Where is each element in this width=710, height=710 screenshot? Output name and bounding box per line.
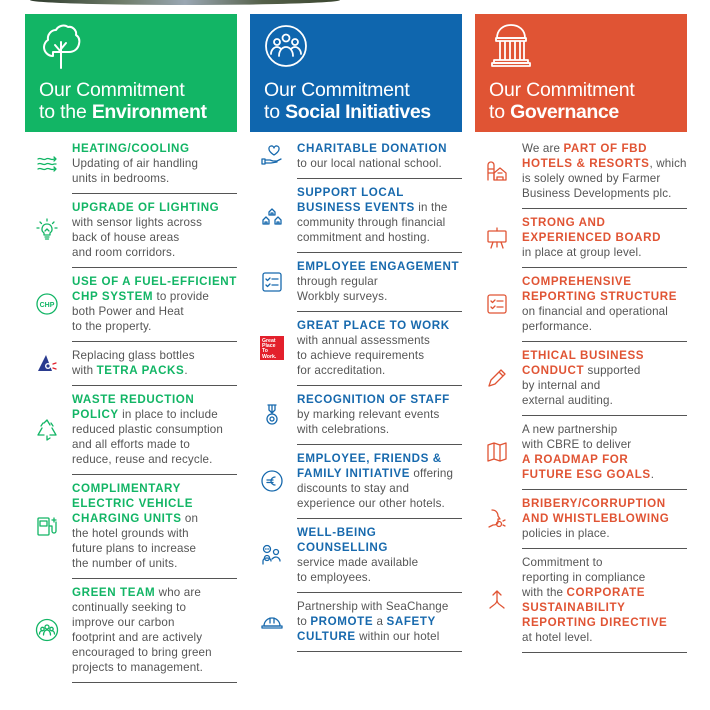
- heart-hand-icon: [250, 144, 297, 168]
- header-line1: Our Commitment: [264, 79, 410, 101]
- body-text: the hotel grounds with: [72, 527, 189, 540]
- body-text: on financial and operational: [522, 305, 669, 318]
- body-text: , which: [649, 157, 687, 170]
- air-flow-icon: [25, 152, 72, 176]
- body-text: with: [72, 364, 97, 377]
- list-item: [475, 555, 687, 653]
- body-text: Partnership with SeaChange: [297, 600, 449, 613]
- highlight-text: USE OF A FUEL-EFFICIENT: [72, 275, 237, 288]
- highlight-text: CULTURE: [297, 630, 356, 643]
- item-text: [72, 392, 223, 467]
- highlight-text: EXPERIENCED BOARD: [522, 231, 662, 244]
- highlight-text: BUSINESS EVENTS: [297, 201, 415, 214]
- body-text: for accreditation.: [297, 364, 386, 377]
- body-text: service made available: [297, 556, 419, 569]
- item-text: [72, 200, 219, 260]
- checklist-icon: [475, 292, 522, 316]
- body-text: on: [181, 512, 199, 525]
- highlight-text: PROMOTE: [310, 615, 374, 628]
- presentation-board-icon: [475, 226, 522, 250]
- houses-icon: [250, 203, 297, 227]
- environment-items: [25, 132, 237, 689]
- list-item: [25, 200, 237, 268]
- highlight-text: HEATING/COOLING: [72, 142, 190, 155]
- medal-icon: [250, 403, 297, 427]
- list-item: [25, 141, 237, 194]
- highlight-text: FAMILY INITIATIVE: [297, 467, 411, 480]
- euro-icon: [250, 469, 297, 493]
- highlight-text: REPORTING DIRECTIVE: [522, 616, 668, 629]
- body-text: commitment and hosting.: [297, 231, 430, 244]
- list-item: [250, 318, 462, 386]
- highlight-text: POLICY: [72, 408, 119, 421]
- body-text: policies in place.: [522, 527, 610, 540]
- body-text: and all efforts made to: [72, 438, 190, 451]
- body-text: through regular: [297, 275, 378, 288]
- highlight-text: SUSTAINABILITY: [522, 601, 626, 614]
- highlight-text: SUPPORT LOCAL: [297, 186, 404, 199]
- item-text: [297, 185, 448, 245]
- body-text: by internal and: [522, 379, 601, 392]
- environment-header: [25, 14, 237, 132]
- item-text: [297, 451, 453, 511]
- item-text: [522, 141, 687, 201]
- body-text: Workbly surveys.: [297, 290, 388, 303]
- highlight-text: FUTURE ESG GOALS: [522, 468, 651, 481]
- body-text: discounts to stay and: [297, 482, 410, 495]
- item-text: [297, 599, 449, 644]
- body-text: and room corridors.: [72, 246, 176, 259]
- pillared-building-icon: [489, 22, 533, 70]
- highlight-text: ELECTRIC VEHICLE: [72, 497, 194, 510]
- list-item: [25, 274, 237, 342]
- body-text: encouraged to bring green: [72, 646, 212, 659]
- farm-building-icon: [475, 159, 522, 183]
- social-items: [250, 132, 462, 658]
- recycle-icon: [25, 418, 72, 442]
- lightbulb-icon: [25, 218, 72, 242]
- list-item: [475, 348, 687, 416]
- body-text: back of house areas: [72, 231, 180, 244]
- team-icon: [25, 618, 72, 642]
- ev-charger-icon: [25, 514, 72, 538]
- body-text: future plans to increase: [72, 542, 197, 555]
- highlight-text: RECOGNITION OF STAFF: [297, 393, 450, 406]
- body-text: by marking relevant events: [297, 408, 440, 421]
- governance-items: [475, 132, 687, 659]
- hard-hat-icon: [250, 610, 297, 634]
- item-text: [72, 141, 198, 186]
- body-text: in place to include: [118, 408, 218, 421]
- column-environment: [25, 14, 237, 704]
- list-item: [250, 392, 462, 445]
- body-text: in the: [414, 201, 448, 214]
- body-text: reporting in compliance: [522, 571, 646, 584]
- body-text: Updating of air handling: [72, 157, 199, 170]
- body-text: in place at group level.: [522, 246, 642, 259]
- highlight-text: COMPLIMENTARY: [72, 482, 181, 495]
- item-text: [297, 392, 450, 437]
- list-item: [25, 481, 237, 579]
- body-text: to achieve requirements: [297, 349, 425, 362]
- body-text: both Power and Heat: [72, 305, 184, 318]
- body-text: experience our other hotels.: [297, 497, 445, 510]
- body-text: to provide: [153, 290, 209, 303]
- highlight-text: CHP SYSTEM: [72, 290, 154, 303]
- item-text: [522, 215, 661, 260]
- list-item: [250, 259, 462, 312]
- highlight-text: CORPORATE: [566, 586, 646, 599]
- list-item: [25, 392, 237, 475]
- item-text: [297, 141, 447, 171]
- body-text: to: [297, 615, 311, 628]
- highlight-text: ETHICAL BUSINESS: [522, 349, 645, 362]
- body-text: is solely owned by Farmer: [522, 172, 661, 185]
- highlight-text: A ROADMAP FOR: [522, 453, 629, 466]
- body-text: offering: [410, 467, 454, 480]
- item-text: [297, 525, 462, 585]
- body-text: within our hotel: [355, 630, 440, 643]
- highlight-text: REPORTING STRUCTURE: [522, 290, 678, 303]
- map-icon: [475, 440, 522, 464]
- body-text: with CBRE to deliver: [522, 438, 632, 451]
- list-item: [475, 422, 687, 490]
- body-text: .: [184, 364, 188, 377]
- body-text: with the: [522, 586, 567, 599]
- list-item: [250, 525, 462, 593]
- item-text: [72, 274, 237, 334]
- highlight-text: WELL-BEING COUNSELLING: [297, 526, 388, 554]
- highlight-text: CHARGING UNITS: [72, 512, 182, 525]
- governance-header: [475, 14, 687, 132]
- header-line1: Our Commitment: [489, 79, 635, 101]
- highlight-text: CONDUCT: [522, 364, 585, 377]
- list-item: [250, 185, 462, 253]
- body-text: units in bedrooms.: [72, 172, 170, 185]
- list-item: [475, 274, 687, 342]
- svg-text:CHP: CHP: [39, 302, 55, 309]
- highlight-text: WASTE REDUCTION: [72, 393, 195, 406]
- chp-icon: [25, 292, 72, 316]
- column-governance: [475, 14, 687, 704]
- body-text: with celebrations.: [297, 423, 390, 436]
- highlight-text: BRIBERY/CORRUPTION: [522, 497, 666, 510]
- body-text: improve our carbon: [72, 616, 175, 629]
- body-text: continually seeking to: [72, 601, 187, 614]
- pencil-icon: [475, 366, 522, 390]
- body-text: reduced plastic consumption: [72, 423, 223, 436]
- header-line2: to Governance: [489, 101, 619, 123]
- header-line2: to the Environment: [39, 101, 207, 123]
- highlight-text: SAFETY: [386, 615, 436, 628]
- social-header: [250, 14, 462, 132]
- whistle-icon: [475, 507, 522, 531]
- highlight-text: TETRA PACKS: [96, 364, 185, 377]
- counselling-icon: [250, 543, 297, 567]
- body-text: who are: [155, 586, 201, 599]
- highlight-text: STRONG AND: [522, 216, 606, 229]
- highlight-text: HOTELS & RESORTS: [522, 157, 650, 170]
- body-text: external auditing.: [522, 394, 614, 407]
- header-line1: Our Commitment: [39, 79, 185, 101]
- body-text: We are: [522, 142, 564, 155]
- highlight-text: EMPLOYEE ENGAGEMENT: [297, 260, 460, 273]
- list-item: [25, 585, 237, 683]
- highlight-text: GREAT PLACE TO WORK: [297, 319, 450, 332]
- body-text: Commitment to: [522, 556, 603, 569]
- body-text: community through financial: [297, 216, 446, 229]
- item-text: [72, 348, 195, 378]
- commitment-columns: [25, 14, 687, 704]
- body-text: with sensor lights across: [72, 216, 203, 229]
- body-text: to employees.: [297, 571, 372, 584]
- body-text: a: [373, 615, 387, 628]
- item-text: [297, 318, 450, 378]
- list-item: [475, 496, 687, 549]
- item-text: [522, 555, 667, 645]
- item-text: [522, 496, 669, 541]
- highlight-text: EMPLOYEE, FRIENDS &: [297, 452, 442, 465]
- body-text: to the property.: [72, 320, 152, 333]
- body-text: Business Developments plc.: [522, 187, 672, 200]
- column-social: [250, 14, 462, 704]
- body-text: projects to management.: [72, 661, 204, 674]
- list-item: [475, 215, 687, 268]
- item-text: [72, 585, 212, 675]
- checklist-icon: [250, 270, 297, 294]
- highlight-text: AND WHISTLEBLOWING: [522, 512, 670, 525]
- tree-icon: [39, 22, 83, 70]
- highlight-text: PART OF FBD: [563, 142, 648, 155]
- item-text: [72, 481, 198, 571]
- list-item: [250, 141, 462, 179]
- body-text: to our local national school.: [297, 157, 442, 170]
- body-text: with annual assessments: [297, 334, 430, 347]
- highlight-text: UPGRADE OF LIGHTING: [72, 201, 220, 214]
- great-place-to-work-badge: Great Place To Work.: [250, 336, 297, 360]
- highlight-text: CHARITABLE DONATION: [297, 142, 448, 155]
- item-text: [522, 348, 644, 408]
- highlight-text: COMPREHENSIVE: [522, 275, 632, 288]
- body-text: supported: [584, 364, 641, 377]
- body-text: the number of units.: [72, 557, 178, 570]
- body-text: performance.: [522, 320, 593, 333]
- item-text: [297, 259, 459, 304]
- tetra-pak-logo-icon: [25, 351, 72, 375]
- people-circle-icon: [264, 22, 308, 70]
- item-text: [522, 274, 677, 334]
- body-text: Replacing glass bottles: [72, 349, 195, 362]
- list-item: [475, 141, 687, 209]
- list-item: [250, 599, 462, 652]
- body-text: at hotel level.: [522, 631, 593, 644]
- body-text: .: [650, 468, 655, 481]
- header-line2: to Social Initiatives: [264, 101, 431, 123]
- list-item: [25, 348, 237, 386]
- header-photo-strip: [30, 0, 340, 5]
- list-item: [250, 451, 462, 519]
- body-text: footprint and are actively: [72, 631, 203, 644]
- item-text: [522, 422, 654, 482]
- highlight-text: GREEN TEAM: [72, 586, 156, 599]
- body-text: A new partnership: [522, 423, 618, 436]
- merge-arrow-icon: [475, 588, 522, 612]
- body-text: reduce, reuse and recycle.: [72, 453, 213, 466]
